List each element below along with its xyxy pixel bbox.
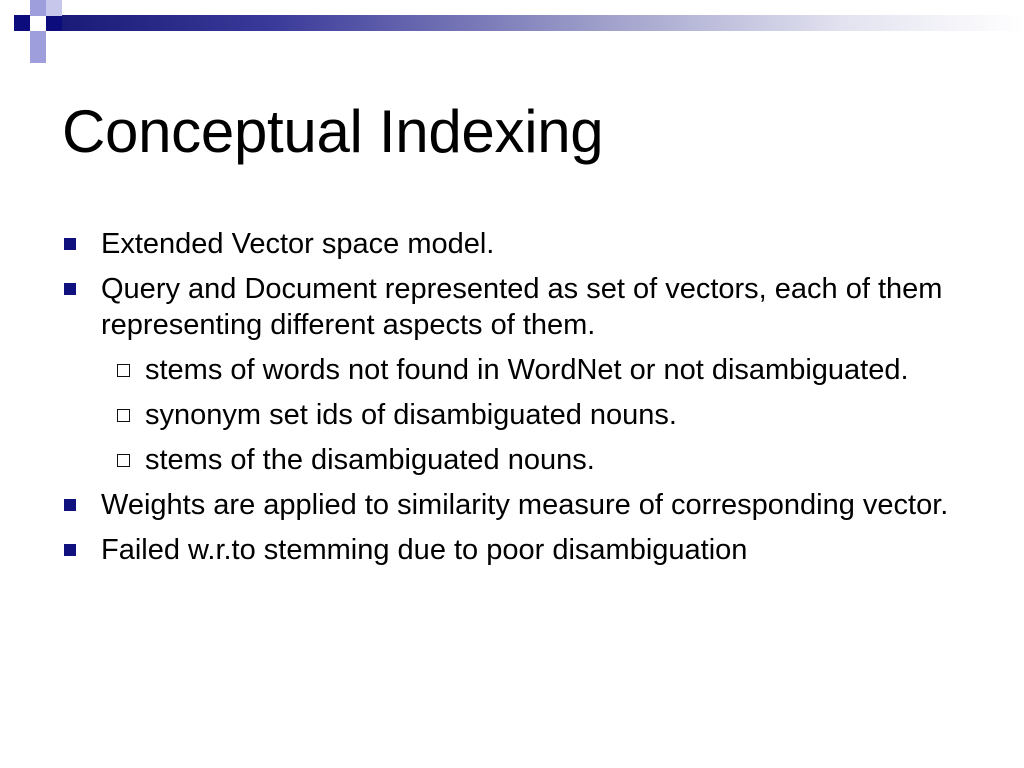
filled-square-icon bbox=[64, 544, 76, 556]
bullet-text: Weights are applied to similarity measure of corresponding vector. bbox=[101, 489, 949, 521]
filled-square-icon bbox=[64, 238, 76, 250]
bullet-text: Query and Document represented as set of vectors, each of them representing different aspects of them. bbox=[101, 273, 943, 341]
decor-square-navy bbox=[46, 15, 62, 31]
decor-square-lavender bbox=[30, 0, 46, 16]
hollow-square-icon bbox=[117, 409, 130, 422]
bullet-item bbox=[62, 271, 962, 343]
sub-bullet-text: stems of the disambiguated nouns. bbox=[145, 444, 595, 476]
sub-bullet-text: synonym set ids of disambiguated nouns. bbox=[145, 399, 677, 431]
bullet-list bbox=[62, 226, 962, 577]
slide-title: Conceptual Indexing bbox=[62, 98, 604, 165]
hollow-square-icon bbox=[117, 364, 130, 377]
sub-bullet-item bbox=[107, 352, 962, 388]
filled-square-icon bbox=[64, 283, 76, 295]
decor-square-pale bbox=[46, 0, 62, 16]
bullet-item bbox=[62, 532, 962, 568]
bullet-item bbox=[62, 487, 962, 523]
bullet-text: Extended Vector space model. bbox=[101, 228, 495, 260]
filled-square-icon bbox=[64, 499, 76, 511]
hollow-square-icon bbox=[117, 454, 130, 467]
decor-square-lavender bbox=[30, 31, 46, 47]
sub-bullet-text: stems of words not found in WordNet or not disambiguated. bbox=[145, 354, 909, 386]
sub-bullet-item bbox=[107, 442, 962, 478]
decor-square-lavender bbox=[30, 47, 46, 63]
decor-square-navy bbox=[14, 15, 30, 31]
sub-bullet-item bbox=[107, 397, 962, 433]
header-decoration bbox=[0, 0, 1024, 64]
bullet-item bbox=[62, 226, 962, 262]
bullet-text: Failed w.r.to stemming due to poor disambiguation bbox=[101, 534, 748, 566]
gradient-bar bbox=[62, 15, 1024, 31]
